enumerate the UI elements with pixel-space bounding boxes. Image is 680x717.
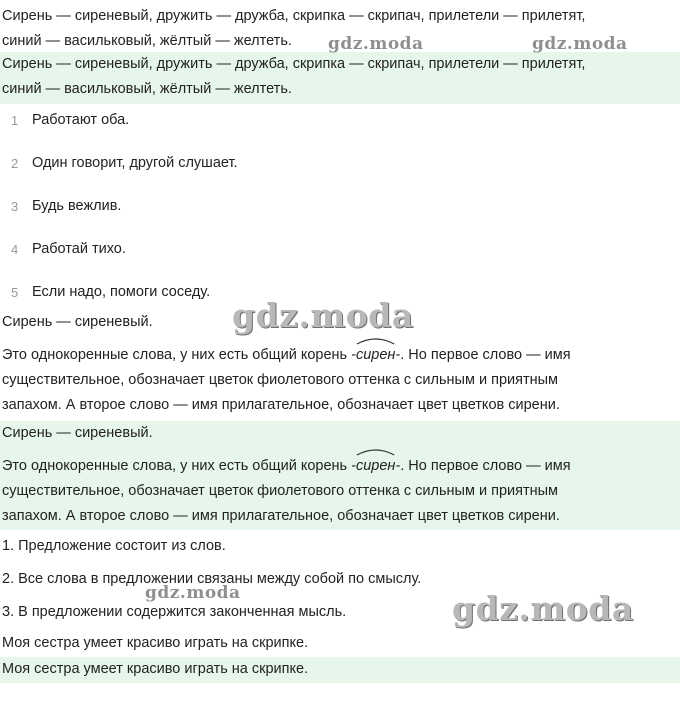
list-number: 1	[11, 113, 19, 128]
text-line: Сирень — сиреневый, дружить — дружба, скрипка — скрипач, прилетели — прилетят,	[2, 56, 586, 72]
list-text: Один говорит, другой слушает.	[32, 155, 238, 171]
text-line	[0, 454, 680, 479]
list-number: 4	[11, 242, 19, 257]
text-line	[0, 343, 680, 368]
text-fragment: . Но первое слово — имя	[400, 347, 571, 363]
answer-block-highlighted-1	[0, 52, 680, 104]
text-line: Моя сестра умеет красиво играть на скрипке.	[2, 635, 309, 651]
list-number: 3	[11, 199, 19, 214]
list-number: 5	[11, 285, 19, 300]
text-line: запахом. А второе слово — имя прилагательное, обозначает цвет цветков сирени.	[2, 508, 560, 524]
list-text: Работают оба.	[32, 112, 130, 128]
text-line: 3. В предложении содержится законченная мысль.	[2, 604, 347, 620]
text-fragment: . Но первое слово — имя	[400, 458, 571, 474]
watermark: gdz.moda	[232, 296, 414, 335]
block-title: Сирень — сиреневый.	[2, 425, 153, 441]
answer-block-highlighted-2	[0, 421, 680, 530]
text-line: запахом. А второе слово — имя прилагательное, обозначает цвет цветков сирени.	[2, 397, 560, 413]
root-morpheme: -сирен-	[351, 343, 400, 368]
text-line: Сирень — сиреневый, дружить — дружба, скрипка — скрипач, прилетели — прилетят,	[2, 8, 586, 24]
list-item	[0, 196, 680, 220]
text-line: существительное, обозначает цветок фиолетового оттенка с сильным и приятным	[2, 483, 559, 499]
watermark: gdz.moda	[532, 34, 628, 54]
root-morpheme: -сирен-	[351, 454, 400, 479]
watermark: gdz.moda	[452, 589, 634, 628]
list-text: Будь вежлив.	[32, 198, 122, 214]
text-fragment: Это однокоренные слова, у них есть общий корень	[2, 458, 348, 474]
watermark: gdz.moda	[328, 34, 424, 54]
list-item	[0, 110, 680, 134]
text-line: синий — васильковый, жёлтый — желтеть.	[2, 33, 292, 49]
answer-block-plain-4	[0, 631, 680, 656]
list-item	[0, 153, 680, 177]
text-line: Моя сестра умеет красиво играть на скрипке.	[2, 661, 309, 677]
answer-block-highlighted-4	[0, 657, 680, 683]
list-number: 2	[11, 156, 19, 171]
root-arc-icon	[351, 337, 400, 345]
text-fragment: Это однокоренные слова, у них есть общий корень	[2, 347, 348, 363]
list-text: Если надо, помоги соседу.	[32, 284, 211, 300]
text-line: 1. Предложение состоит из слов.	[2, 538, 226, 554]
list-item	[0, 239, 680, 263]
text-line: 2. Все слова в предложении связаны между собой по смыслу.	[2, 571, 422, 587]
text-line: существительное, обозначает цветок фиолетового оттенка с сильным и приятным	[2, 372, 559, 388]
block-title: Сирень — сиреневый.	[2, 314, 153, 330]
root-arc-icon	[351, 448, 400, 456]
list-text: Работай тихо.	[32, 241, 126, 257]
text-line: синий — васильковый, жёлтый — желтеть.	[2, 81, 292, 97]
watermark: gdz.moda	[145, 583, 241, 603]
